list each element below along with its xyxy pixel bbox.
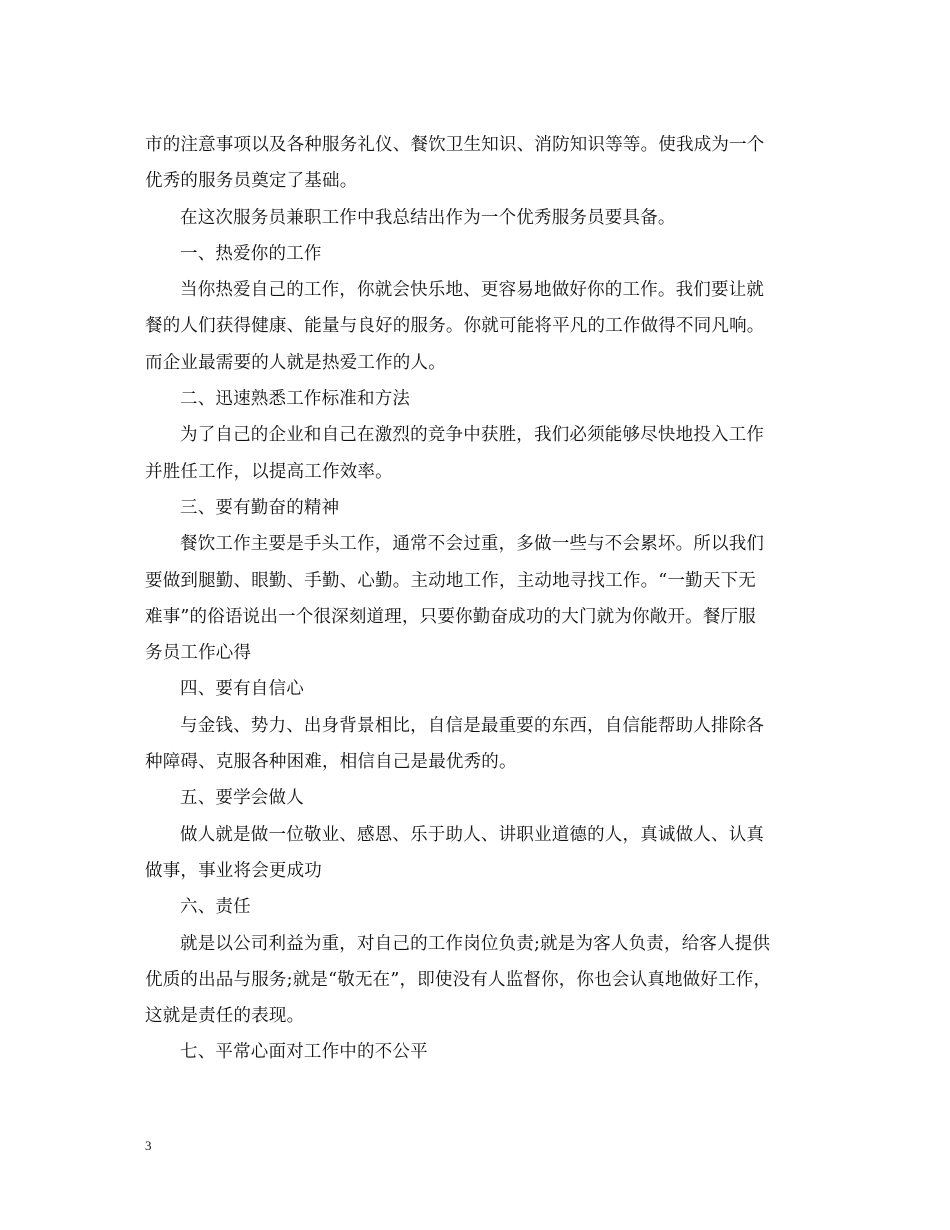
page-number: 3 [145, 1138, 152, 1153]
text-line: 就是以公司利益为重，对自己的工作岗位负责;就是为客人负责，给客人提供 [180, 933, 771, 954]
text-line: 市的注意事项以及各种服务礼仪、餐饮卫生知识、消防知识等等。使我成为一个 [145, 135, 765, 155]
document-body [145, 127, 815, 1071]
text-line: 务员工作心得 [145, 643, 252, 664]
text-line: 与金钱、势力、出身背景相比，自信是最重要的东西，自信能帮助人排除各 [180, 715, 765, 736]
text-line: 当你热爱自己的工作，你就会快乐地、更容易地做好你的工作。我们要让就 [180, 280, 765, 301]
section-heading: 二、迅速熟悉工作标准和方法 [180, 389, 411, 410]
text-line: 并胜任工作，以提高工作效率。 [145, 461, 393, 482]
text-line: 做人就是做一位敬业、感恩、乐于助人、讲职业道德的人，真诚做人、认真 [180, 824, 765, 845]
text-line: 而企业最需要的人就是热爱工作的人。 [145, 352, 446, 373]
text-line: 优秀的服务员奠定了基础。 [145, 171, 358, 192]
section-heading: 一、热爱你的工作 [180, 243, 322, 264]
text-line: 种障碍、克服各种困难，相信自己是最优秀的。 [145, 752, 517, 773]
text-line: 餐饮工作主要是手头工作，通常不会过重，多做一些与不会累坏。所以我们 [180, 534, 765, 555]
section-heading: 四、要有自信心 [180, 679, 304, 700]
section-heading: 三、要有勤奋的精神 [180, 497, 340, 518]
text-line: 餐的人们获得健康、能量与良好的服务。你就可能将平凡的工作做得不同凡响。 [145, 316, 765, 337]
section-heading: 七、平常心面对工作中的不公平 [180, 1042, 428, 1063]
section-heading: 五、要学会做人 [180, 788, 304, 809]
section-heading: 六、责任 [180, 897, 251, 918]
text-line: 优质的出品与服务;就是“敬无在”，即使没有人监督你，你也会认真地做好工作， [145, 969, 772, 990]
text-line: 做事，事业将会更成功 [145, 860, 322, 881]
text-line: 要做到腿勤、眼勤、手勤、心勤。主动地工作，主动地寻找工作。“一勤天下无 [145, 570, 756, 591]
text-line: 为了自己的企业和自己在激烈的竞争中获胜，我们必须能够尽快地投入工作 [180, 425, 765, 446]
text-line: 在这次服务员兼职工作中我总结出作为一个优秀服务员要具备。 [180, 207, 676, 228]
text-line: 这就是责任的表现。 [145, 1006, 305, 1027]
text-line: 难事”的俗语说出一个很深刻道理，只要你勤奋成功的大门就为你敞开。餐厅服 [145, 606, 756, 627]
